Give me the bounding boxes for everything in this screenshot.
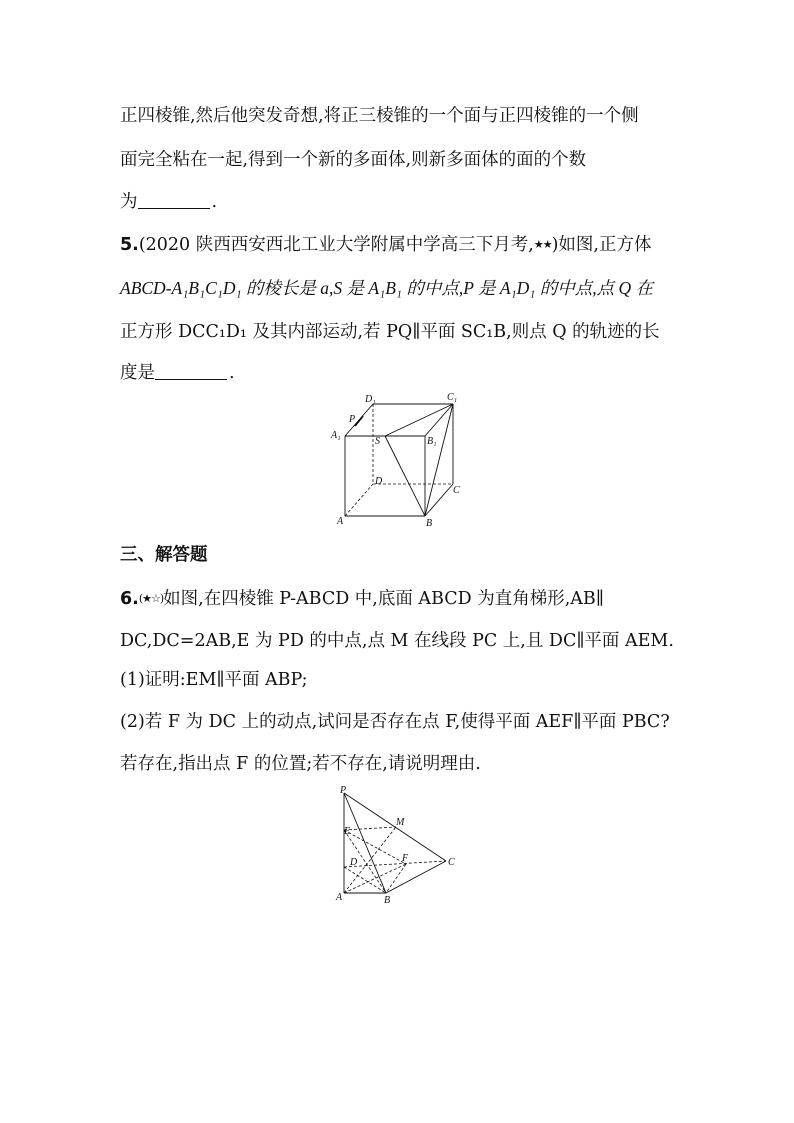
q5-line-2: ABCD-A₁B₁C₁D₁ 的棱长是 a,S 是 A₁B₁ 的中点,P 是 A₁D₁ 的中点,点 Q 在	[120, 278, 653, 298]
q4-line-3	[120, 190, 217, 214]
q6-part-2-line-1: (2)若 F 为 DC 上的动点,试问是否存在点 F,使得平面 AEF∥平面 PBC?	[120, 712, 670, 732]
label-D: D	[350, 857, 358, 868]
cube-figure	[325, 388, 475, 528]
label-E: E	[344, 826, 351, 837]
q5-source: (2020 陕西西安西北工业大学附属中学高三下月考,	[138, 235, 534, 255]
label-D1: D₁	[365, 394, 376, 405]
q6-line-1	[120, 587, 604, 611]
q5-answer-blank[interactable]	[155, 362, 227, 380]
q5-line-1	[120, 233, 651, 257]
q4-line-2: 面完全粘在一起,得到一个新的多面体,则新多面体的面的个数	[120, 150, 587, 170]
label-S: S	[375, 436, 380, 447]
q5-answer-prefix: 度是	[120, 363, 155, 383]
q4-line-1: 正四棱锥,然后他突发奇想,将正三棱锥的一个面与正四棱锥的一个侧	[120, 106, 639, 126]
q5-number: 5.	[120, 235, 139, 255]
q6-line-1-text: 如图,在四棱锥 P-ABCD 中,底面 ABCD 为直角梯形,AB∥	[163, 589, 604, 609]
label-A1: A₁	[331, 430, 341, 441]
difficulty-stars-icon: ★★	[533, 238, 552, 251]
q6-line-2: DC,DC=2AB,E 为 PD 的中点,点 M 在线段 PC 上,且 DC∥平面 AEM.	[120, 631, 674, 651]
label-A: A	[337, 516, 344, 527]
label-P: P	[349, 414, 356, 425]
difficulty-stars-icon: (★☆)	[138, 592, 164, 605]
q5-answer-suffix: .	[229, 363, 235, 383]
label-B: B	[384, 895, 391, 905]
label-P: P	[340, 785, 347, 796]
label-D: D	[375, 476, 383, 487]
q5-source-end: )如图,正方体	[551, 235, 652, 255]
label-C: C	[448, 857, 455, 868]
label-C: C	[453, 485, 460, 496]
q5-line-4	[120, 361, 235, 385]
pyramid-figure	[330, 785, 460, 905]
q4-answer-blank[interactable]	[138, 191, 210, 209]
label-B: B	[426, 518, 433, 528]
section-heading: 三、解答题	[120, 545, 208, 565]
label-A: A	[336, 892, 343, 903]
q4-answer-suffix: .	[211, 192, 218, 212]
q5-line-3: 正方形 DCC₁D₁ 及其内部运动,若 PQ∥平面 SC₁B,则点 Q 的轨迹的长	[120, 322, 660, 342]
label-B1: B₁	[427, 436, 437, 447]
label-M: M	[396, 817, 405, 828]
q6-part-1: (1)证明:EM∥平面 ABP;	[120, 670, 308, 690]
q6-number: 6.	[120, 589, 139, 609]
q4-answer-prefix: 为	[120, 192, 138, 212]
label-C1: C₁	[447, 392, 458, 403]
q6-part-2-line-2: 若存在,指出点 F 的位置;若不存在,请说明理由.	[120, 754, 481, 774]
label-F: F	[402, 853, 409, 864]
